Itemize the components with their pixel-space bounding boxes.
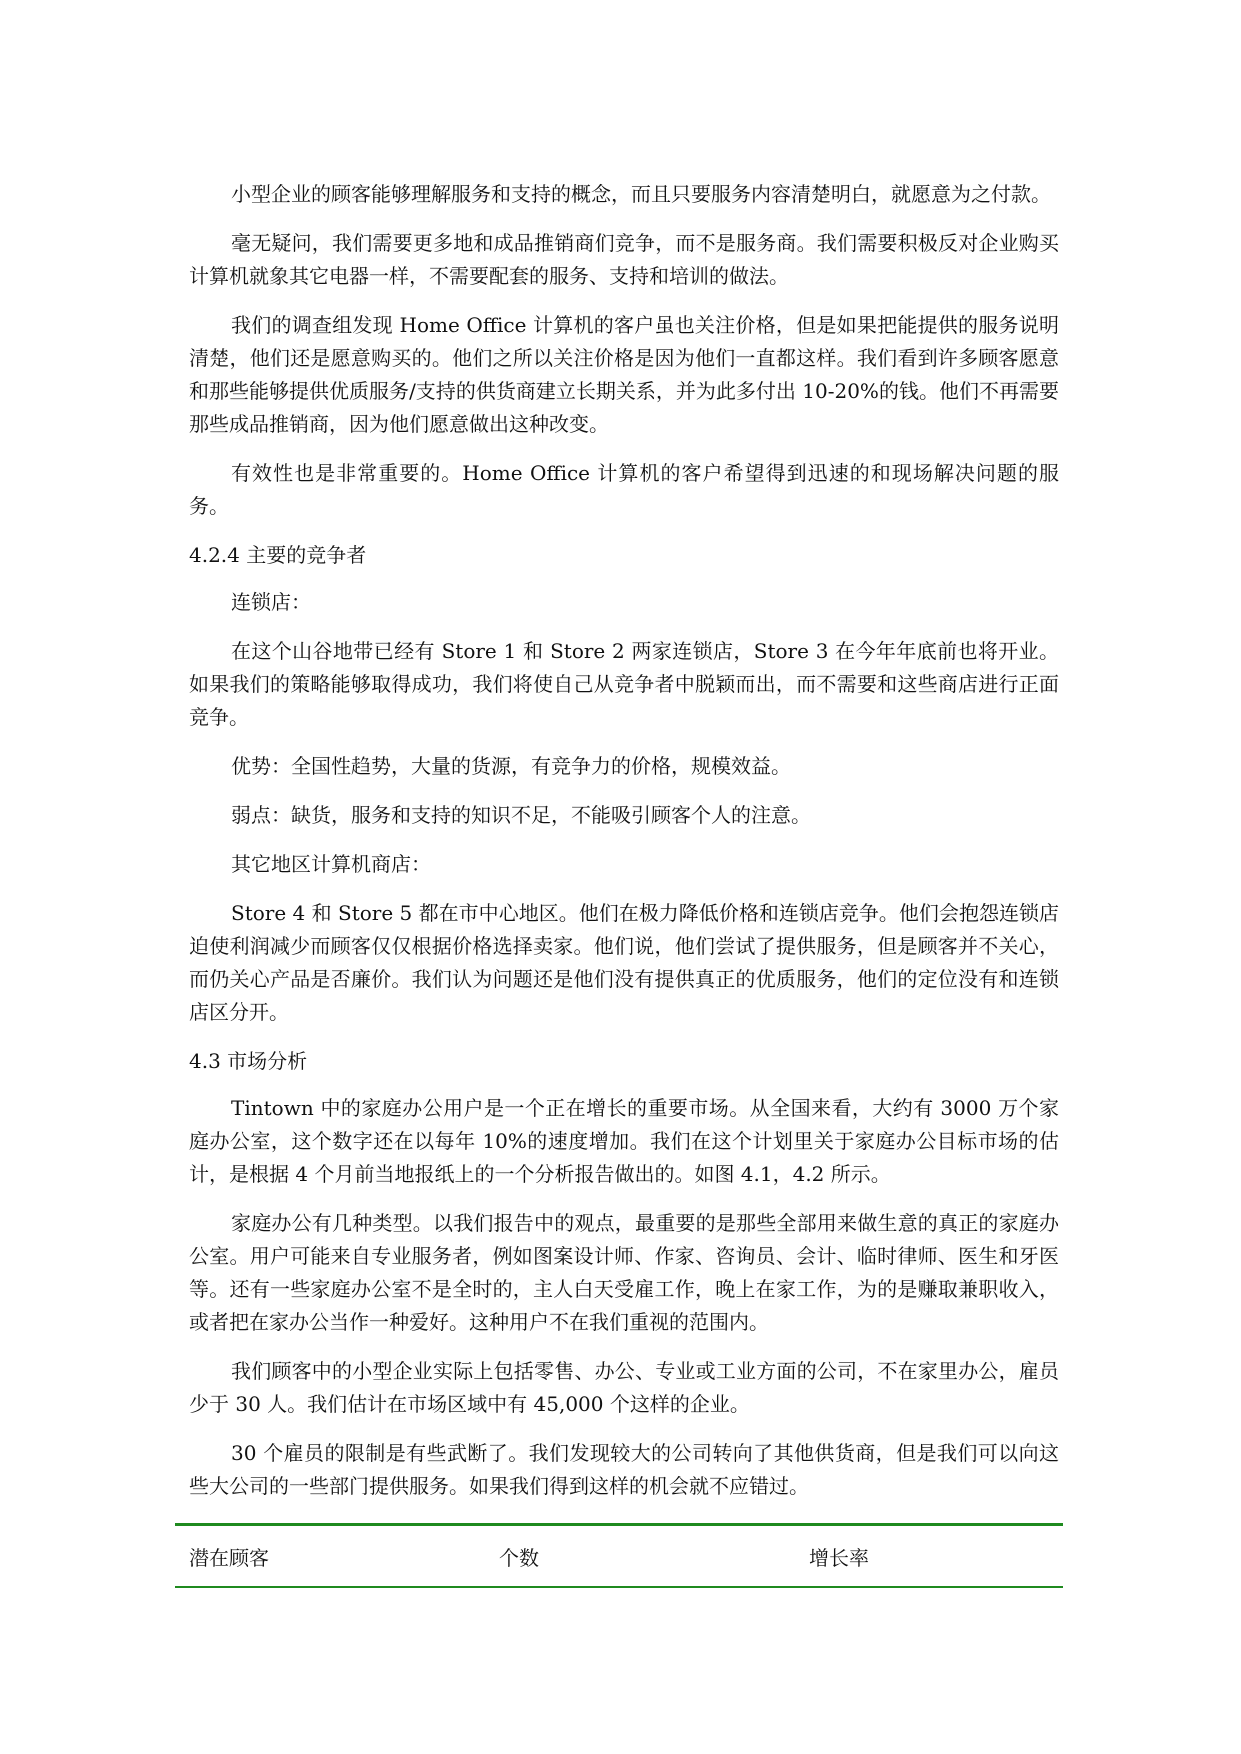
table-header-potential-customers: 潜在顾客 — [189, 1545, 269, 1570]
potential-customers-table — [175, 1523, 1063, 1588]
paragraph-home-office-types: 家庭办公有几种类型。以我们报告中的观点，最重要的是那些全部用来做生意的真正的家庭办公室。用户可能来自专业服务者，例如图案设计师、作家、咨询员、会计、临时律师、医生和牙医等。还有一些家庭办公室不是全时的，主人白天受雇工作，晚上在家工作，为的是赚取兼职收入，或者把在家办公当作一种爱好。这种用户不在我们重视的范围内。 — [189, 1211, 1059, 1334]
paragraph-small-business-service: 小型企业的顾客能够理解服务和支持的概念，而且只要服务内容清楚明白，就愿意为之付款。 — [231, 182, 1051, 206]
paragraph-tintown-market: Tintown 中的家庭办公用户是一个正在增长的重要市场。从全国来看，大约有 3000 万个家庭办公室，这个数字还在以每年 10%的速度增加。我们在这个计划里关于家庭办公目标市场的估计，是根据 4 个月前当地报纸上的一个分析报告做出的。如图 4.1，4.2 所示。 — [189, 1096, 1059, 1186]
paragraph-home-office-price: 我们的调查组发现 Home Office 计算机的客户虽也关注价格，但是如果把能提供的服务说明清楚，他们还是愿意购买的。他们之所以关注价格是因为他们一直都这样。我们看到许多顾客愿意和那些能够提供优质服务/支持的供货商建立长期关系，并为此多付出 10-20%的钱。他们不再需要那些成品推销商，因为他们愿意做出这种改变。 — [189, 313, 1059, 436]
table-header-rule — [175, 1586, 1063, 1588]
section-heading-main-competitors: 4.2.4 主要的竞争者 — [189, 543, 367, 567]
subheading-other-stores: 其它地区计算机商店： — [231, 852, 431, 876]
table-header-growth-rate: 增长率 — [809, 1545, 869, 1570]
paragraph-compete-with-resellers: 毫无疑问，我们需要更多地和成品推销商们竞争，而不是服务商。我们需要积极反对企业购买计算机就象其它电器一样，不需要配套的服务、支持和培训的做法。 — [189, 231, 1059, 288]
paragraph-other-stores: Store 4 和 Store 5 都在市中心地区。他们在极力降低价格和连锁店竞争。他们会抱怨连锁店迫使利润减少而顾客仅仅根据价格选择卖家。他们说，他们尝试了提供服务，但是顾客并不关心，而仍关心产品是否廉价。我们认为问题还是他们没有提供真正的优质服务，他们的定位没有和连锁店区分开。 — [189, 901, 1059, 1024]
paragraph-strengths: 优势：全国性趋势，大量的货源，有竞争力的价格，规模效益。 — [231, 754, 791, 778]
paragraph-availability: 有效性也是非常重要的。Home Office 计算机的客户希望得到迅速的和现场解决问题的服务。 — [189, 461, 1059, 518]
section-heading-market-analysis: 4.3 市场分析 — [189, 1049, 308, 1073]
paragraph-weaknesses: 弱点：缺货，服务和支持的知识不足，不能吸引顾客个人的注意。 — [231, 803, 811, 827]
paragraph-chain-stores: 在这个山谷地带已经有 Store 1 和 Store 2 两家连锁店，Store 3 在今年年底前也将开业。如果我们的策略能够取得成功，我们将使自己从竞争者中脱颖而出，而不需要和这些商店进行正面竞争。 — [189, 639, 1059, 729]
table-header-row — [175, 1526, 1063, 1586]
paragraph-employee-limit: 30 个雇员的限制是有些武断了。我们发现较大的公司转向了其他供货商，但是我们可以向这些大公司的一些部门提供服务。如果我们得到这样的机会就不应错过。 — [189, 1441, 1059, 1498]
paragraph-small-business-customers: 我们顾客中的小型企业实际上包括零售、办公、专业或工业方面的公司，不在家里办公，雇员少于 30 人。我们估计在市场区域中有 45,000 个这样的企业。 — [189, 1359, 1059, 1416]
document-body — [189, 178, 1059, 1519]
table-header-count: 个数 — [499, 1545, 539, 1570]
subheading-chain-stores: 连锁店： — [231, 590, 311, 614]
